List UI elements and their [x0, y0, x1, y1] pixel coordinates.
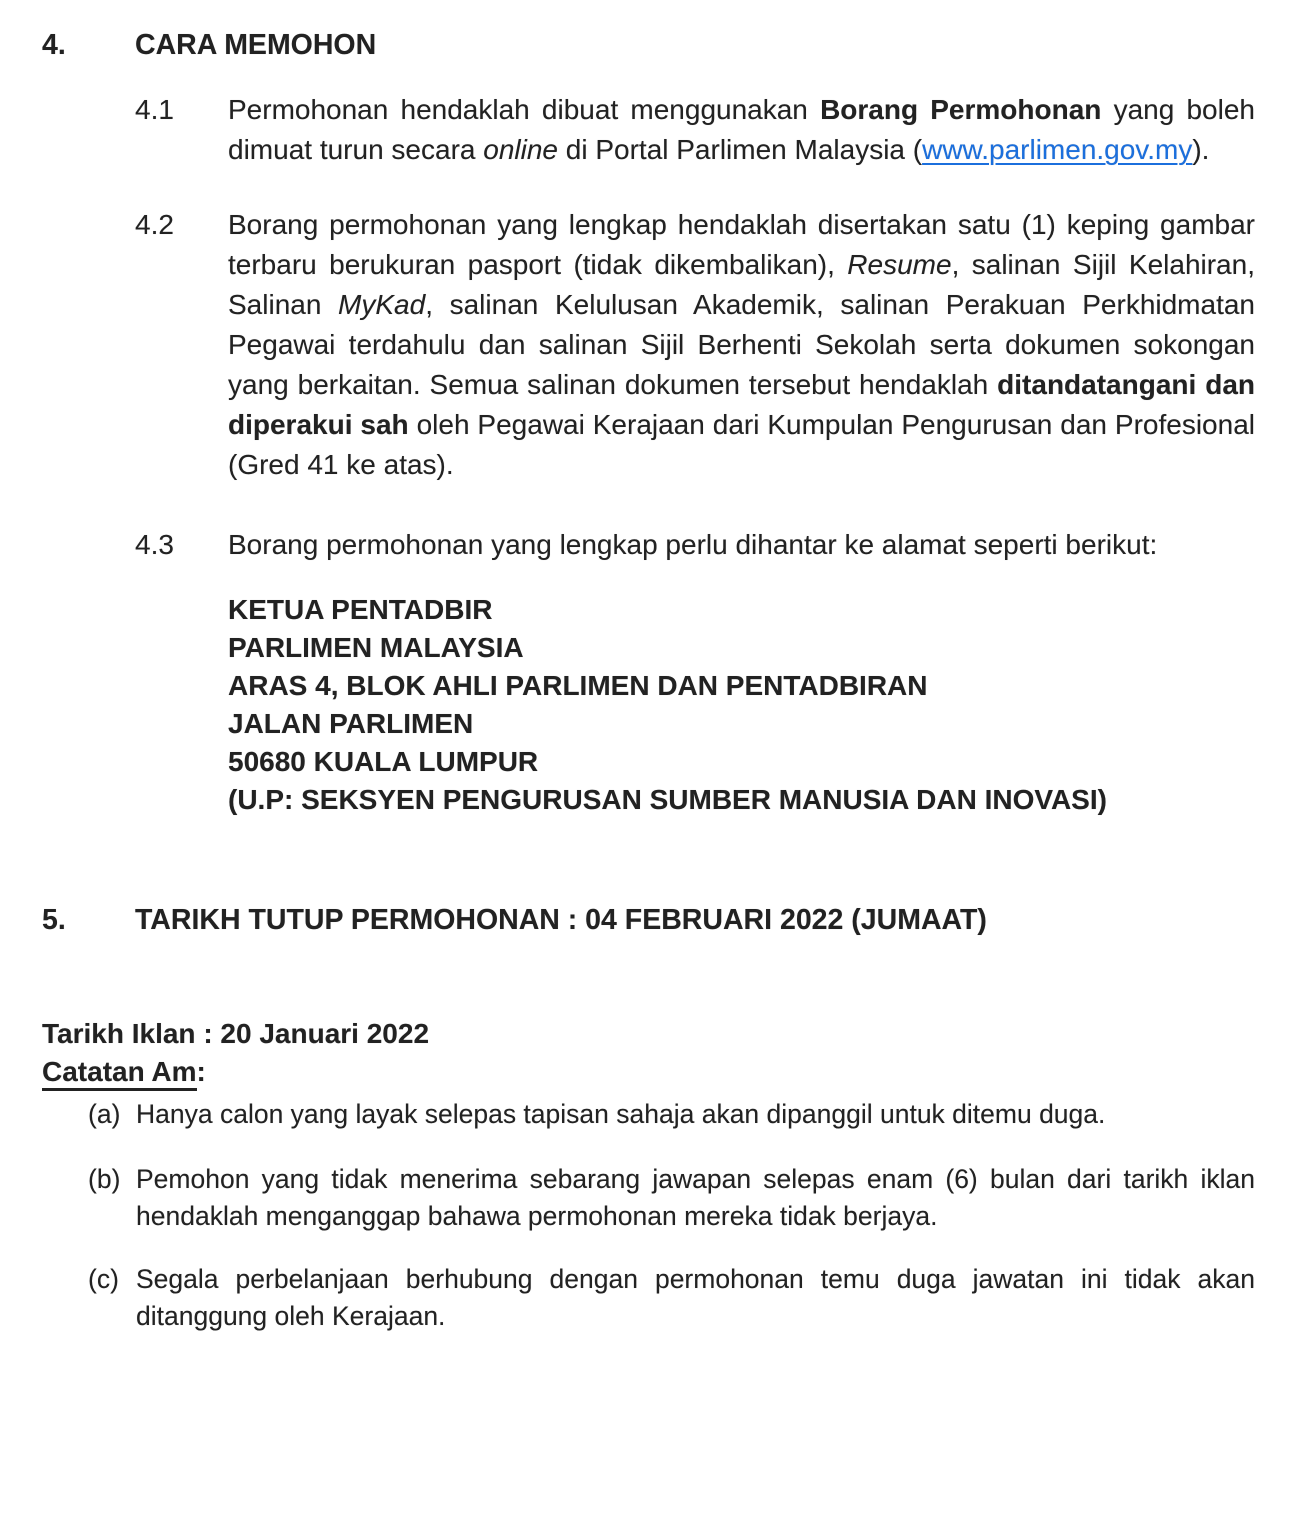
clause-4-2 — [135, 205, 1255, 485]
note-a — [88, 1096, 1255, 1133]
note-b-text: Pemohon yang tidak menerima sebarang jawapan selepas enam (6) bulan dari tarikh iklan hendaklah menganggap bahawa permohonan mereka tidak berjaya. — [136, 1164, 1255, 1231]
clause-4-2-text — [228, 205, 1255, 485]
note-c-marker: (c) — [88, 1264, 119, 1294]
text-segment: ditandatangani dan diperakui sah — [228, 369, 1255, 440]
text-segment: Resume — [847, 249, 952, 280]
text-segment: ). — [1192, 134, 1210, 165]
clause-4-1-text — [228, 90, 1255, 170]
clause-4-3 — [135, 525, 1255, 565]
text-segment: Borang Permohonan — [820, 94, 1102, 125]
note-b-marker: (b) — [88, 1164, 121, 1194]
text-segment: yang boleh dimuat turun secara — [228, 94, 1255, 165]
text-segment: MyKad — [338, 289, 426, 320]
note-a-marker: (a) — [88, 1099, 121, 1129]
address-line: 50680 KUALA LUMPUR — [228, 746, 539, 777]
text-segment: online — [483, 134, 558, 165]
section-4-number: 4. — [42, 29, 66, 61]
note-a-text: Hanya calon yang layak selepas tapisan sahaja akan dipanggil untuk ditemu duga. — [136, 1099, 1106, 1129]
text-segment: , salinan Sijil Kelahiran, Salinan — [228, 249, 1255, 320]
clause-4-2-number: 4.2 — [135, 209, 174, 240]
section-4-heading — [42, 25, 1255, 65]
text-segment: oleh Pegawai Kerajaan dari Kumpulan Pengurusan dan Profesional (Gred 41 ke atas). — [228, 409, 1255, 480]
clause-4-1 — [135, 90, 1255, 170]
text-segment: Borang permohonan yang lengkap hendaklah disertakan satu (1) keping gambar terbaru berukuran pasport (tidak dikembalikan), — [228, 209, 1255, 280]
address-line: JALAN PARLIMEN — [228, 708, 474, 739]
mailing-address — [228, 591, 1255, 819]
section-5-heading — [42, 900, 1255, 940]
text-segment: Borang permohonan yang lengkap perlu dihantar ke alamat seperti berikut: — [228, 529, 1158, 560]
section-5-title: TARIKH TUTUP PERMOHONAN : 04 FEBRUARI 2022 (JUMAAT) — [135, 904, 987, 936]
general-notes-label: Catatan Am — [42, 1056, 197, 1091]
section-4-title: CARA MEMOHON — [135, 29, 377, 61]
clause-4-3-number: 4.3 — [135, 529, 174, 560]
text-segment: Permohonan hendaklah dibuat menggunakan — [228, 94, 821, 125]
address-line: PARLIMEN MALAYSIA — [228, 632, 524, 663]
text-segment: di Portal Parlimen Malaysia ( — [557, 134, 923, 165]
section-5-number: 5. — [42, 904, 66, 936]
note-c-text: Segala perbelanjaan berhubung dengan permohonan temu duga jawatan ini tidak akan ditanggung oleh Kerajaan. — [136, 1264, 1255, 1331]
address-line: KETUA PENTADBIR — [228, 594, 493, 625]
parlimen-portal-link[interactable]: www.parlimen.gov.my — [922, 134, 1193, 165]
general-notes-heading — [42, 1053, 1255, 1091]
address-line: ARAS 4, BLOK AHLI PARLIMEN DAN PENTADBIRAN — [228, 670, 928, 701]
note-c — [88, 1261, 1255, 1335]
text-segment: , salinan Kelulusan Akademik, salinan Perakuan Perkhidmatan Pegawai terdahulu dan salinan Sijil Berhenti Sekolah serta dokumen sokongan yang berkaitan. Semua salinan dokumen tersebut hendaklah — [228, 289, 1256, 400]
advert-date-line: Tarikh Iklan : 20 Januari 2022 — [42, 1018, 430, 1049]
clause-4-1-number: 4.1 — [135, 94, 174, 125]
clause-4-3-text — [228, 525, 1255, 565]
note-b — [88, 1161, 1255, 1235]
general-notes-colon: : — [196, 1056, 206, 1087]
address-line: (U.P: SEKSYEN PENGURUSAN SUMBER MANUSIA DAN INOVASI) — [228, 784, 1107, 815]
